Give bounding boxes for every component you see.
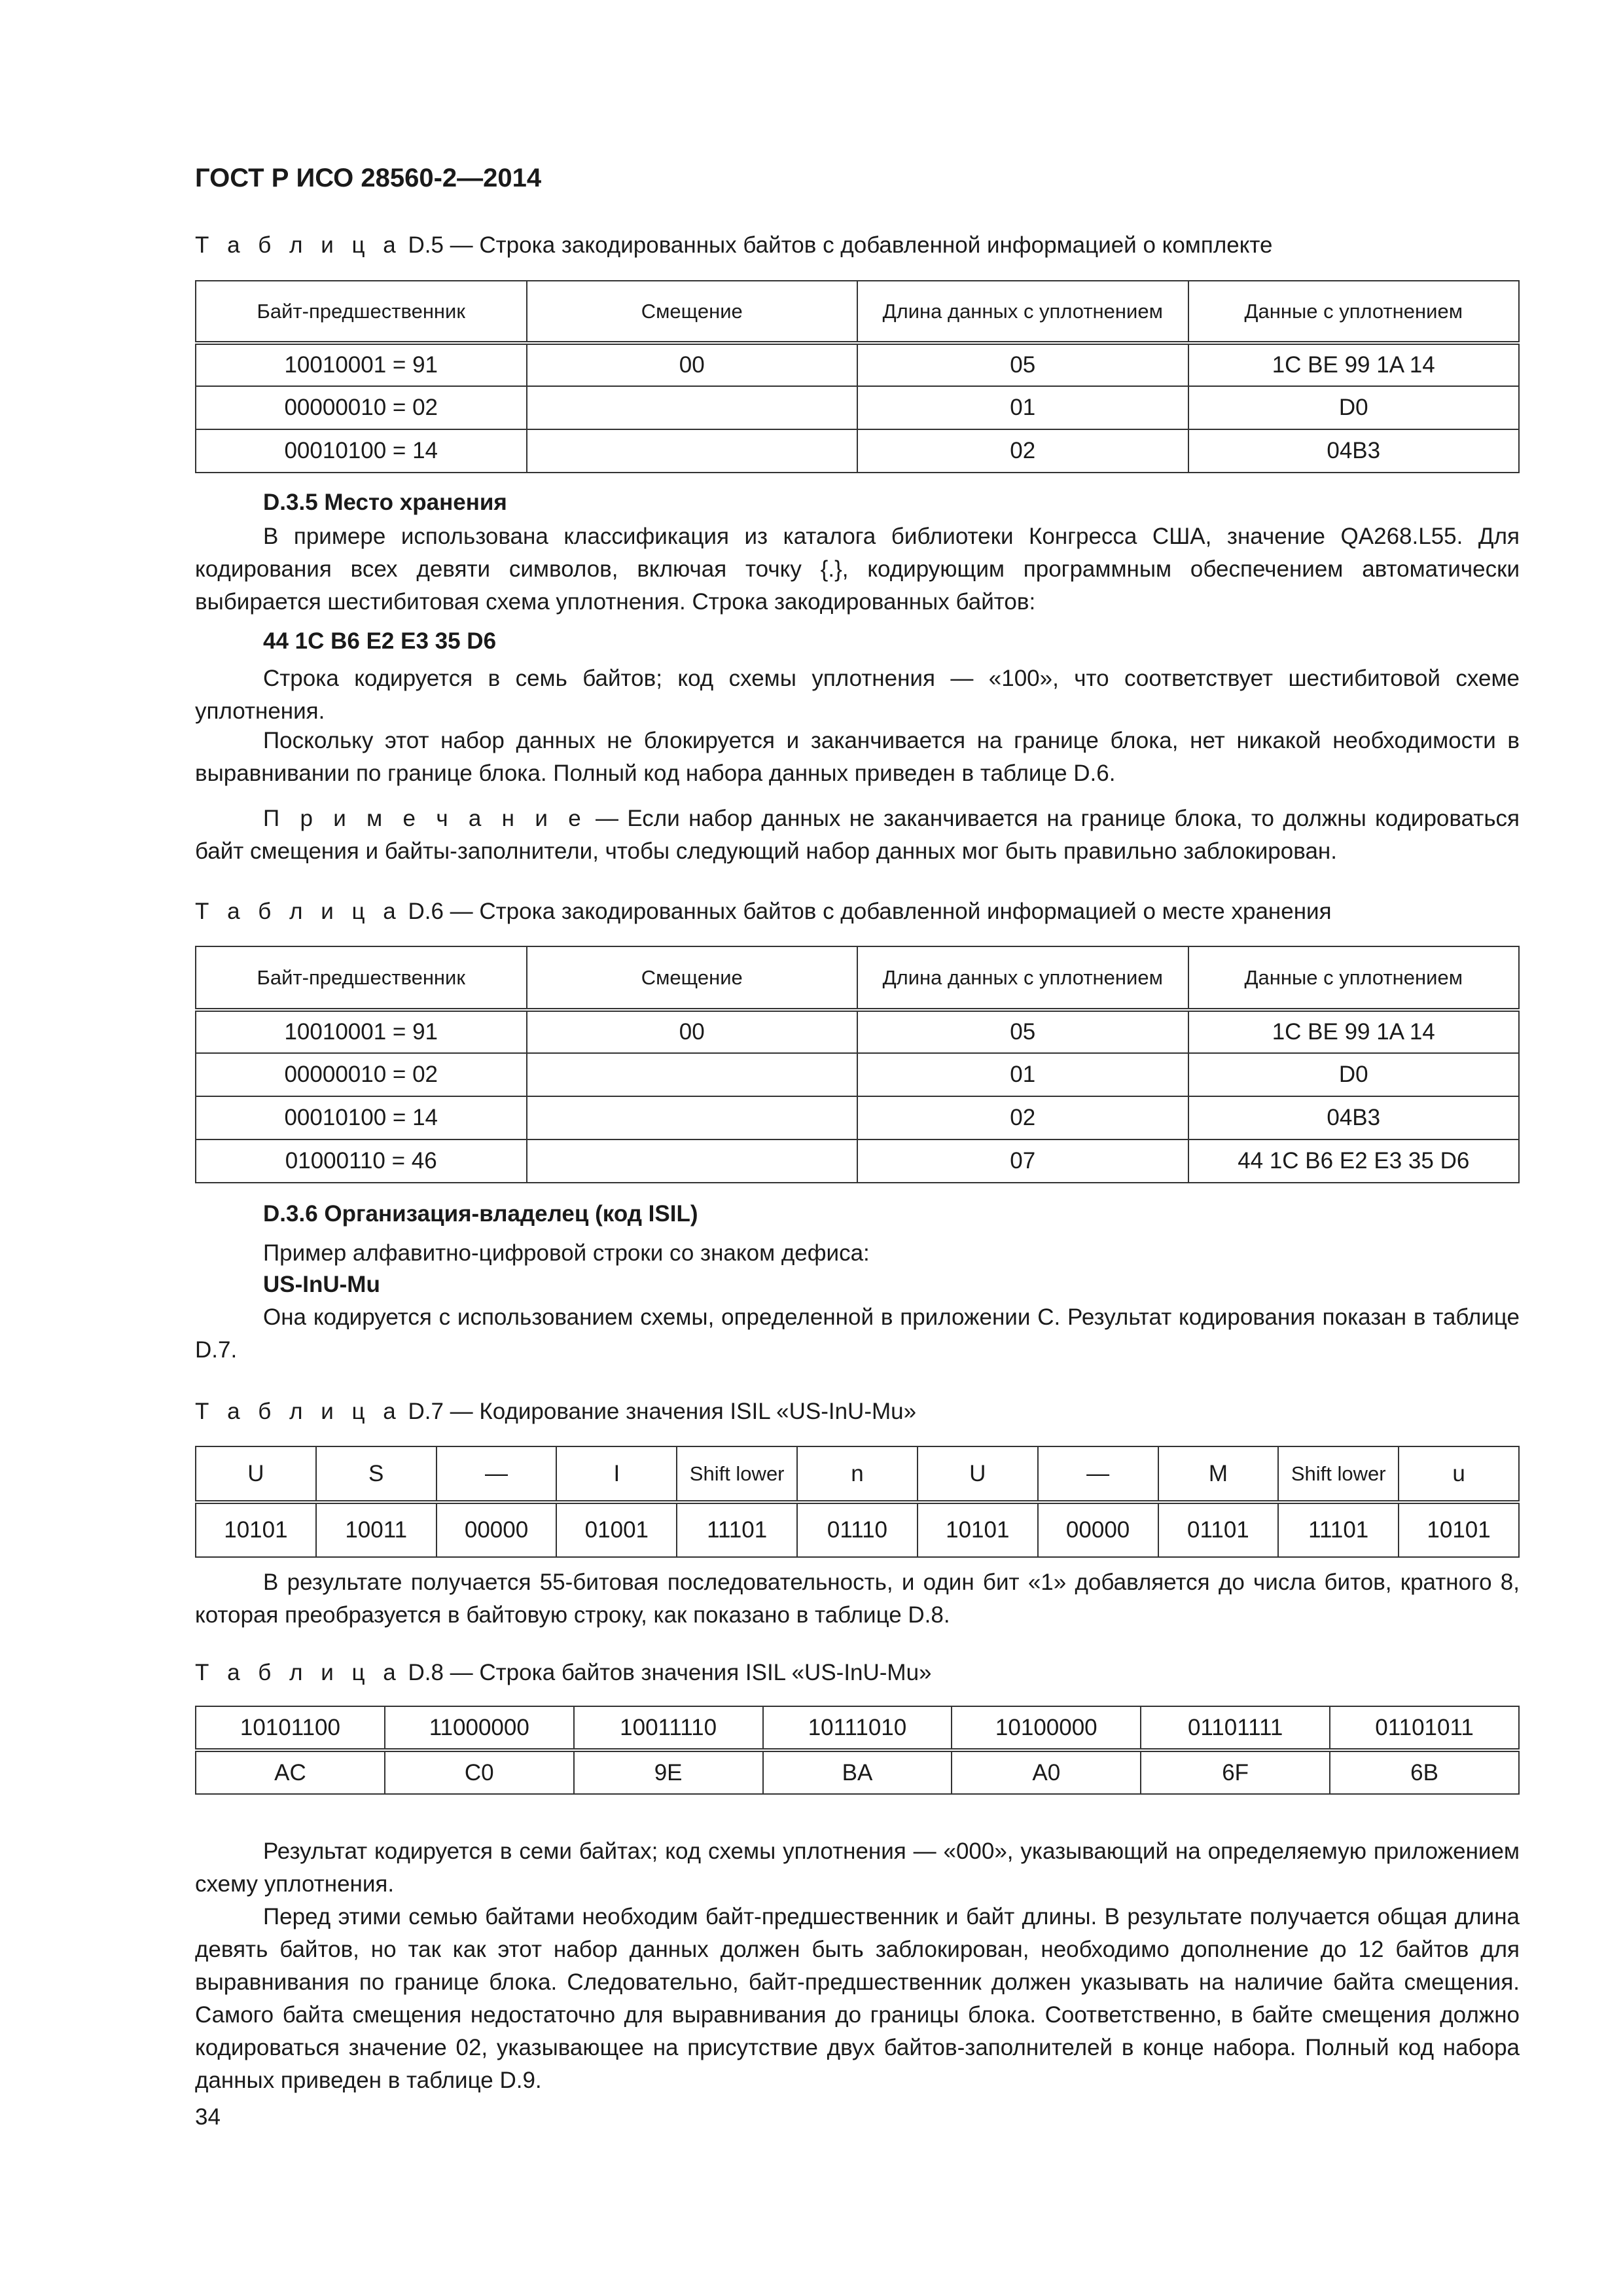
table-d7-caption bbox=[195, 1399, 1520, 1425]
table-cell: 10010001 = 91 bbox=[196, 1010, 527, 1053]
table-cell: S bbox=[316, 1446, 437, 1502]
table-cell: 6F bbox=[1141, 1750, 1330, 1794]
table-cell: 02 bbox=[857, 429, 1188, 473]
column-header: Данные с уплотнением bbox=[1188, 281, 1520, 343]
table-cell: D0 bbox=[1188, 386, 1520, 429]
encoded-bytes: 44 1C B6 E2 E3 35 D6 bbox=[263, 628, 497, 654]
caption-text: D.8 — Строка байтов значения ISIL «US-InU-Mu» bbox=[401, 1660, 932, 1685]
table-header-row bbox=[196, 281, 1519, 343]
table-row bbox=[196, 1706, 1519, 1750]
table-cell: 05 bbox=[857, 1010, 1188, 1053]
note-prefix: П р и м е ч а н и е bbox=[263, 806, 587, 831]
table-cell: 04B3 bbox=[1188, 429, 1520, 473]
table-cell: 10100000 bbox=[952, 1706, 1141, 1750]
section-heading: D.3.6 Организация-владелец (код ISIL) bbox=[263, 1201, 698, 1227]
table-cell: 07 bbox=[857, 1139, 1188, 1183]
table-d6-caption bbox=[195, 899, 1520, 925]
table-cell: 04B3 bbox=[1188, 1096, 1520, 1139]
table-cell: 44 1C B6 E2 E3 35 D6 bbox=[1188, 1139, 1520, 1183]
note bbox=[195, 802, 1520, 868]
table-cell bbox=[527, 429, 858, 473]
table-cell: M bbox=[1158, 1446, 1279, 1502]
caption-prefix: Т а б л и ц а bbox=[195, 1399, 402, 1424]
table-cell: 01110 bbox=[797, 1502, 918, 1557]
paragraph: Поскольку этот набор данных не блокируется и заканчивается на границе блока, нет никакой необходимости в выравнивании по границе блока. Полный код набора данных приведен в таблице D.6. bbox=[195, 728, 1520, 786]
caption-text: D.5 — Строка закодированных байтов с добавленной информацией о комплекте bbox=[401, 232, 1273, 258]
table-d6 bbox=[195, 946, 1520, 1183]
table-cell: 01101011 bbox=[1330, 1706, 1519, 1750]
table-cell: 10101 bbox=[918, 1502, 1038, 1557]
column-header: Длина данных с уплотнением bbox=[857, 946, 1188, 1010]
table-cell: u bbox=[1399, 1446, 1519, 1502]
table-cell: 11101 bbox=[1278, 1502, 1399, 1557]
column-header: Данные с уплотнением bbox=[1188, 946, 1520, 1010]
table-cell: — bbox=[437, 1446, 557, 1502]
paragraph: Строка кодируется в семь байтов; код схемы уплотнения — «100», что соответствует шестибитовой схеме уплотнения. bbox=[195, 666, 1520, 724]
table-cell: 11000000 bbox=[385, 1706, 574, 1750]
caption-text: D.6 — Строка закодированных байтов с добавленной информацией о месте хранения bbox=[401, 899, 1332, 924]
table-row bbox=[196, 1446, 1519, 1502]
table-cell: AC bbox=[196, 1750, 385, 1794]
paragraph: В примере использована классификация из каталога библиотеки Конгресса США, значение QA268.L55. Для кодирования всех девяти символов, включая точку {.}, кодирующим программным обеспечением автоматически выбирается шестибитовая схема уплотнения. Строка закодированных байтов: bbox=[195, 524, 1520, 615]
table-cell: 10101100 bbox=[196, 1706, 385, 1750]
table-cell: C0 bbox=[385, 1750, 574, 1794]
table-cell: 00010100 = 14 bbox=[196, 429, 527, 473]
table-row bbox=[196, 429, 1519, 473]
document-header: ГОСТ Р ИСО 28560-2—2014 bbox=[195, 164, 542, 192]
table-cell: 00 bbox=[527, 1010, 858, 1053]
table-cell: 01001 bbox=[556, 1502, 677, 1557]
table-header-row bbox=[196, 946, 1519, 1010]
table-cell: Shift lower bbox=[1278, 1446, 1399, 1502]
table-cell: 01 bbox=[857, 1053, 1188, 1096]
paragraph: Результат кодируется в семи байтах; код схемы уплотнения — «000», указывающий на определяемую приложением схему уплотнения. bbox=[195, 1839, 1520, 1897]
caption-prefix: Т а б л и ц а bbox=[195, 899, 402, 924]
table-cell: 10101 bbox=[196, 1502, 316, 1557]
table-cell: 01101111 bbox=[1141, 1706, 1330, 1750]
table-cell: 00 bbox=[527, 343, 858, 386]
table-d8 bbox=[195, 1706, 1520, 1795]
column-header: Байт-предшественник bbox=[196, 946, 527, 1010]
table-cell: 00000010 = 02 bbox=[196, 1053, 527, 1096]
table-cell: 1C BE 99 1A 14 bbox=[1188, 1010, 1520, 1053]
table-cell: 1C BE 99 1A 14 bbox=[1188, 343, 1520, 386]
table-cell: 9E bbox=[574, 1750, 763, 1794]
isil-example: US-InU-Mu bbox=[263, 1272, 380, 1297]
table-cell: 01101 bbox=[1158, 1502, 1279, 1557]
paragraph: Пример алфавитно-цифровой строки со знаком дефиса: bbox=[263, 1240, 870, 1266]
caption-text: D.7 — Кодирование значения ISIL «US-InU-Mu» bbox=[401, 1399, 917, 1424]
table-cell: 02 bbox=[857, 1096, 1188, 1139]
table-cell: 00000 bbox=[437, 1502, 557, 1557]
page-number: 34 bbox=[195, 2104, 221, 2130]
table-cell: 05 bbox=[857, 343, 1188, 386]
table-cell: 10011110 bbox=[574, 1706, 763, 1750]
note-text: — Если набор данных не заканчивается на границе блока, то должны кодироваться байт смещения и байты-заполнители, чтобы следующий набор данных мог быть правильно заблокирован. bbox=[195, 806, 1520, 864]
column-header: Смещение bbox=[527, 281, 858, 343]
table-cell: n bbox=[797, 1446, 918, 1502]
paragraph: В результате получается 55-битовая последовательность, и один бит «1» добавляется до числа битов, кратного 8, которая преобразуется в байтовую строку, как показано в таблице D.8. bbox=[195, 1570, 1520, 1628]
table-cell: I bbox=[556, 1446, 677, 1502]
paragraph: Она кодируется с использованием схемы, определенной в приложении С. Результат кодирования показан в таблице D.7. bbox=[195, 1304, 1520, 1363]
table-d5 bbox=[195, 280, 1520, 473]
table-cell: 01 bbox=[857, 386, 1188, 429]
table-cell: 00000010 = 02 bbox=[196, 386, 527, 429]
table-cell bbox=[527, 1096, 858, 1139]
table-cell: 01000110 = 46 bbox=[196, 1139, 527, 1183]
table-row bbox=[196, 1010, 1519, 1053]
table-cell: Shift lower bbox=[677, 1446, 797, 1502]
table-row bbox=[196, 386, 1519, 429]
caption-prefix: Т а б л и ц а bbox=[195, 1660, 402, 1685]
table-d7 bbox=[195, 1446, 1520, 1558]
table-d8-caption bbox=[195, 1660, 1520, 1686]
table-cell: U bbox=[918, 1446, 1038, 1502]
table-row bbox=[196, 1096, 1519, 1139]
table-cell: 00000 bbox=[1038, 1502, 1158, 1557]
paragraph: Перед этими семью байтами необходим байт-предшественник и байт длины. В результате получается общая длина девять байтов, но так как этот набор данных должен быть заблокирован, необходимо дополнение до 12 байтов для выравнивания по границе блока. Следовательно, байт-предшественник должен указывать на наличие байта смещения. Самого байта смещения недостаточно для выравнивания до границы блока. Соответственно, в байте смещения должно кодироваться значение 02, указывающее на присутствие двух байтов-заполнителей в конце набора. Полный код набора данных приведен в таблице D.9. bbox=[195, 1904, 1520, 2093]
table-cell: 10011 bbox=[316, 1502, 437, 1557]
table-cell: U bbox=[196, 1446, 316, 1502]
column-header: Длина данных с уплотнением bbox=[857, 281, 1188, 343]
table-row bbox=[196, 1053, 1519, 1096]
column-header: Смещение bbox=[527, 946, 858, 1010]
table-cell bbox=[527, 1053, 858, 1096]
table-row bbox=[196, 1750, 1519, 1794]
table-row bbox=[196, 343, 1519, 386]
table-cell: — bbox=[1038, 1446, 1158, 1502]
table-cell: 10010001 = 91 bbox=[196, 343, 527, 386]
caption-prefix: Т а б л и ц а bbox=[195, 232, 402, 258]
table-cell: BA bbox=[763, 1750, 952, 1794]
table-cell: 10111010 bbox=[763, 1706, 952, 1750]
table-cell bbox=[527, 1139, 858, 1183]
table-cell: 00010100 = 14 bbox=[196, 1096, 527, 1139]
table-cell: 6B bbox=[1330, 1750, 1519, 1794]
section-heading: D.3.5 Место хранения bbox=[263, 490, 507, 515]
table-row bbox=[196, 1139, 1519, 1183]
table-cell: D0 bbox=[1188, 1053, 1520, 1096]
table-row bbox=[196, 1502, 1519, 1557]
table-d5-caption bbox=[195, 232, 1520, 259]
table-cell: A0 bbox=[952, 1750, 1141, 1794]
table-cell: 10101 bbox=[1399, 1502, 1519, 1557]
table-cell: 11101 bbox=[677, 1502, 797, 1557]
table-cell bbox=[527, 386, 858, 429]
column-header: Байт-предшественник bbox=[196, 281, 527, 343]
